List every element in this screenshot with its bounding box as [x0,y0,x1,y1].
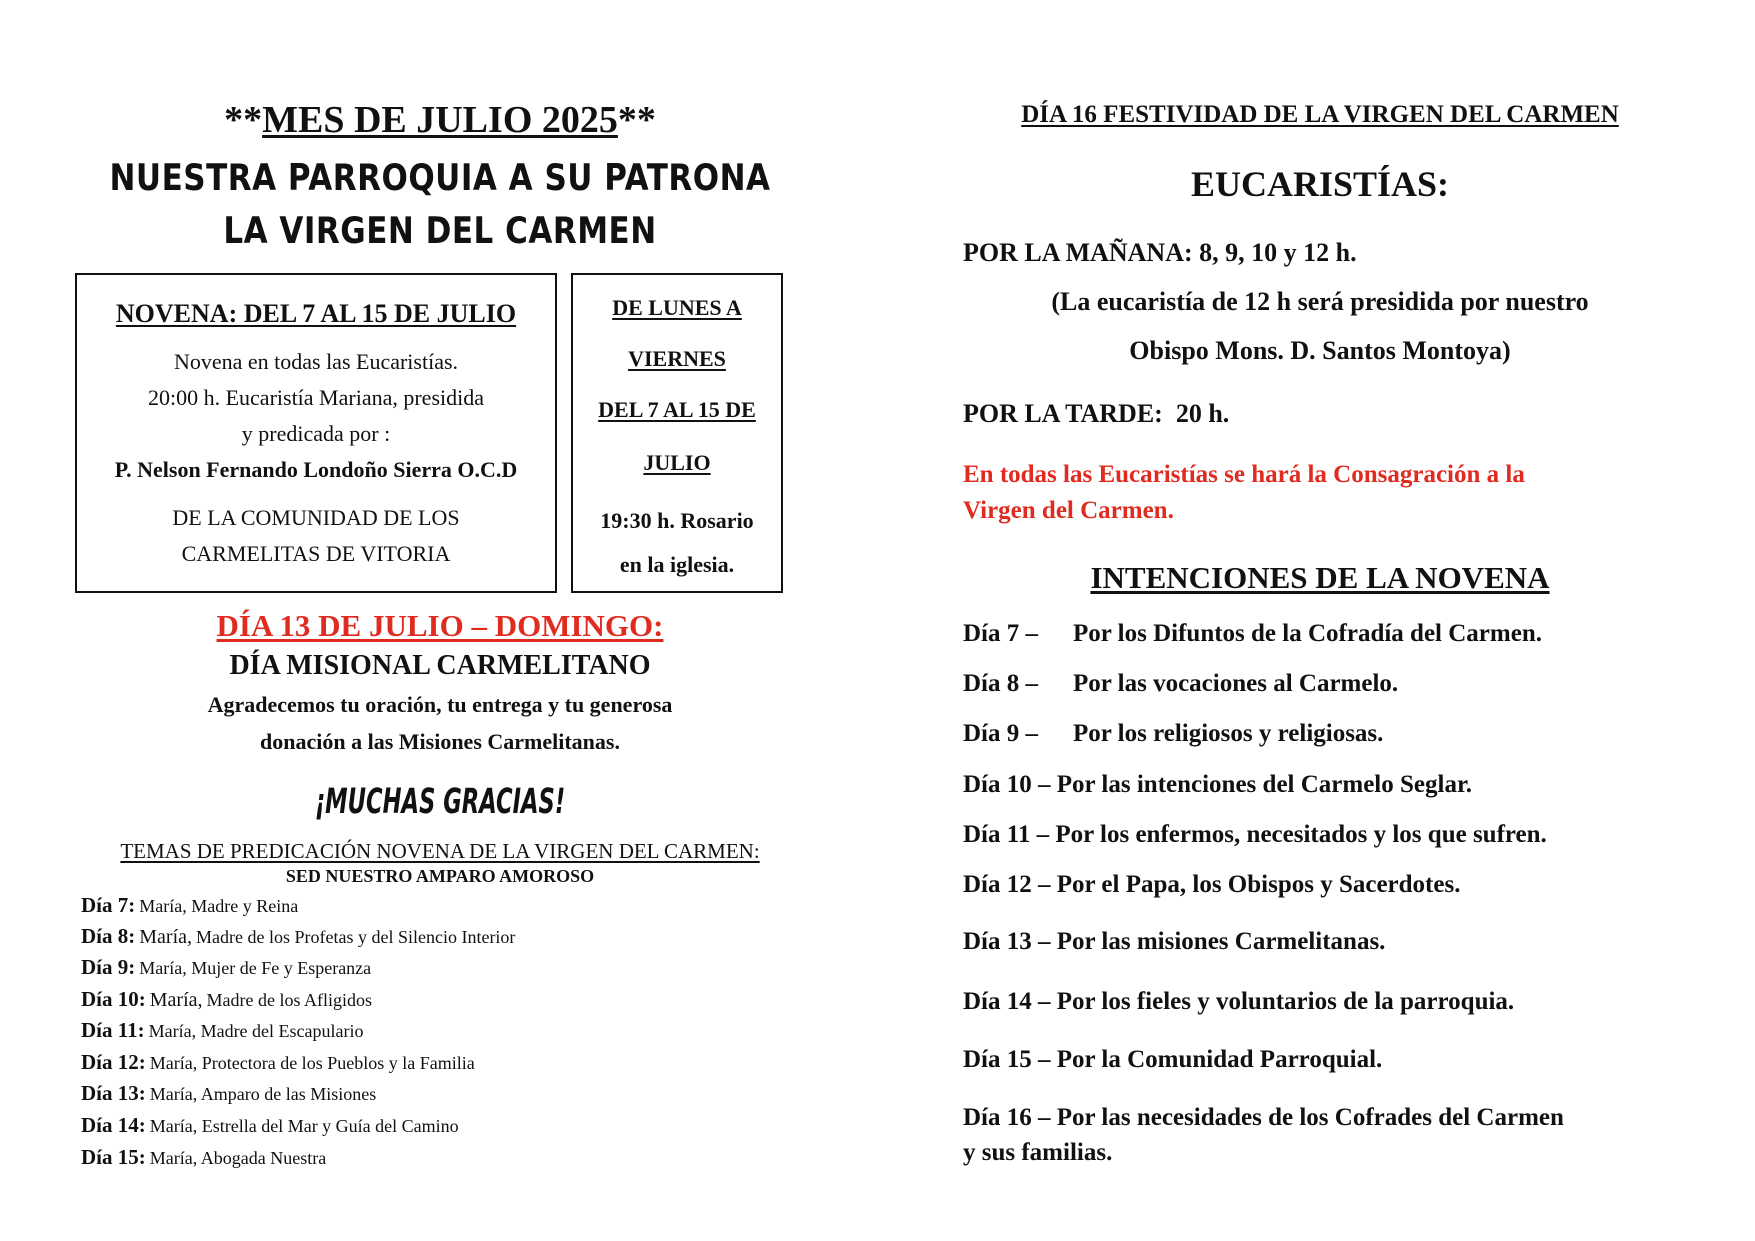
tema-item: Día 13: María, Amparo de las Misiones [81,1081,377,1105]
novena-preacher: P. Nelson Fernando Londoño Sierra O.C.D [114,457,518,482]
novena-line-3: y predicada por : [241,421,391,446]
intention-item: Día 10 – Por las intenciones del Carmelo Seglar. [963,771,1472,798]
mission-text-2: donación a las Misiones Carmelitanas. [260,729,620,754]
rosary-heading-4: JULIO [643,450,711,475]
novena-line-2: 20:00 h. Eucaristía Mariana, presidida [147,385,484,410]
rosary-heading-1: DE LUNES A [612,295,742,320]
bishop-note-2: Obispo Mons. D. Santos Montoya) [1129,336,1511,365]
tema-item: Día 9: María, Mujer de Fe y Esperanza [81,955,372,979]
tema-item: Día 10: María, Madre de los Afligidos [81,987,372,1011]
intention-item: Día 11 – Por los enfermos, necesitados y los que sufren. [963,821,1547,848]
intention-item: Día 8 – Por las vocaciones al Carmelo. [963,670,1399,697]
eucaristias-heading: EUCARISTÍAS: [1190,164,1450,204]
title-stars-open: ** [224,99,263,141]
morning-schedule: POR LA MAÑANA: 8, 9, 10 y 12 h. [963,238,1357,267]
consecration-line-2: Virgen del Carmen. [963,497,1174,524]
intention-item-continuation: y sus familias. [963,1139,1113,1166]
mission-subheading: DÍA MISIONAL CARMELITANO [229,650,651,681]
intention-item: Día 12 – Por el Papa, los Obispos y Sacerdotes. [963,871,1461,898]
festivity-heading: DÍA 16 FESTIVIDAD DE LA VIRGEN DEL CARMEN [1021,101,1619,128]
afternoon-schedule: POR LA TARDE: 20 h. [963,399,1230,428]
intention-item: Día 13 – Por las misiones Carmelitanas. [963,928,1386,955]
novena-community-2: CARMELITAS DE VITORIA [181,541,451,566]
rosary-heading-3: DEL 7 AL 15 DE [598,397,756,422]
title-stars-close: ** [617,99,656,141]
subtitle-line-2: LA VIRGEN DEL CARMEN [223,209,657,253]
tema-item: Día 14: María, Estrella del Mar y Guía del Camino [81,1113,459,1137]
temas-list [81,893,781,1183]
novena-heading: NOVENA: DEL 7 AL 15 DE JULIO [115,299,517,328]
rosary-heading-2: VIERNES [628,346,726,371]
intention-item: Día 15 – Por la Comunidad Parroquial. [963,1046,1383,1073]
tema-item: Día 7: María, Madre y Reina [81,893,299,917]
tema-item: Día 12: María, Protectora de los Pueblos y la Familia [81,1050,475,1074]
subtitle-line-1: NUESTRA PARROQUIA A SU PATRONA [109,156,771,200]
temas-title: TEMAS DE PREDICACIÓN NOVENA DE LA VIRGEN DEL CARMEN: [120,839,760,863]
temas-subtitle: SED NUESTRO AMPARO AMOROSO [285,866,595,886]
rosary-box [571,273,783,593]
intention-item: Día 16 – Por las necesidades de los Cofrades del Carmen [963,1104,1564,1131]
rosary-text-1: 19:30 h. Rosario [600,508,754,533]
tema-item: Día 11: María, Madre del Escapulario [81,1018,364,1042]
intentions-title: INTENCIONES DE LA NOVENA [1090,560,1550,595]
mission-heading: DÍA 13 DE JULIO – DOMINGO: [216,608,664,643]
novena-community-1: DE LA COMUNIDAD DE LOS [172,505,460,530]
intention-item: Día 7 – Por los Difuntos de la Cofradía del Carmen. [963,620,1542,647]
tema-item: Día 8: María, Madre de los Profetas y del Silencio Interior [81,924,516,948]
rosary-text-2: en la iglesia. [619,552,735,577]
page-title [80,98,800,142]
intention-item: Día 9 – Por los religiosos y religiosas. [963,720,1384,747]
bishop-note-1: (La eucaristía de 12 h será presidida por nuestro [1051,287,1589,316]
novena-line-1: Novena en todas las Eucaristías. [173,349,459,374]
title-main: MES DE JULIO 2025 [262,99,618,141]
thanks-text: ¡MUCHAS GRACIAS! [314,780,566,822]
novena-box [75,273,557,593]
mission-text-1: Agradecemos tu oración, tu entrega y tu generosa [207,692,673,717]
intention-item: Día 14 – Por los fieles y voluntarios de la parroquia. [963,988,1515,1015]
tema-item: Día 15: María, Abogada Nuestra [81,1145,327,1169]
consecration-line-1: En todas las Eucaristías se hará la Consagración a la [963,461,1525,488]
